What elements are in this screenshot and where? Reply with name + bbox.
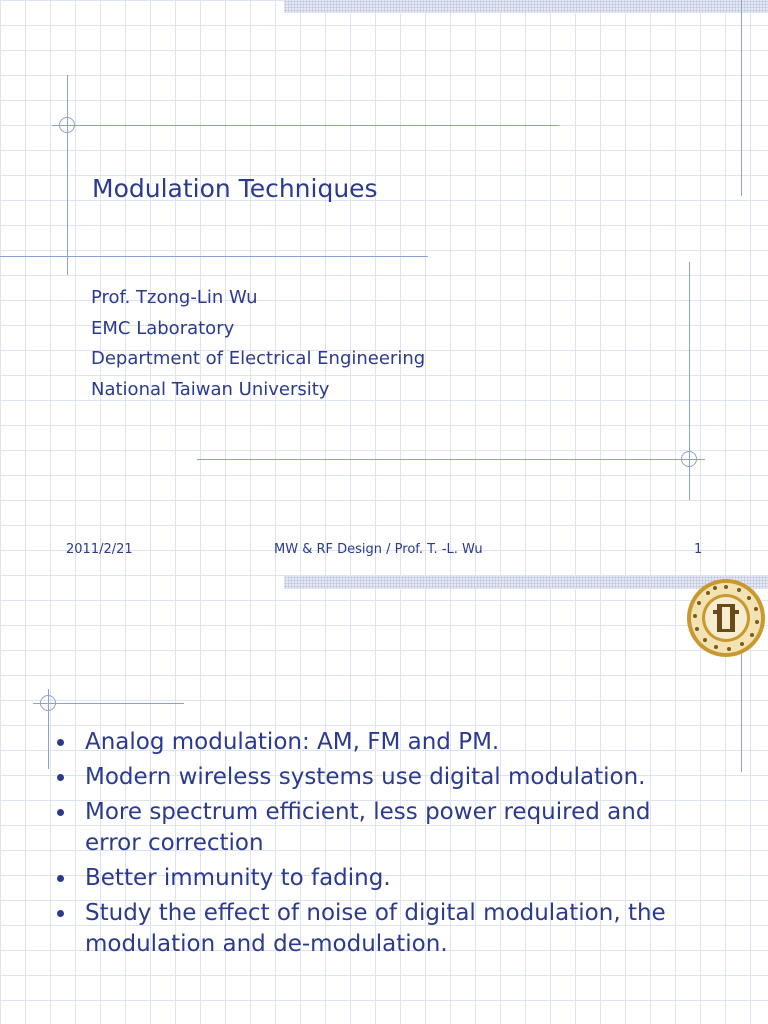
list-item xyxy=(55,797,695,859)
bullet-text: Analog modulation: AM, FM and PM. xyxy=(85,729,500,755)
author-name: Prof. Tzong-Lin Wu xyxy=(91,287,258,308)
bullet-dot xyxy=(57,910,64,917)
bullet-text: Modern wireless systems use digital modulation. xyxy=(85,764,646,790)
bullet-text: Study the effect of noise of digital modulation, the modulation and de-modulation. xyxy=(85,900,666,957)
decor-line xyxy=(197,459,705,460)
decor-circle xyxy=(40,695,56,711)
lab-name: EMC Laboratory xyxy=(91,317,235,339)
list-item xyxy=(55,762,695,793)
bullet-text: Better immunity to fading. xyxy=(85,865,391,891)
department-name: Department of Electrical Engineering xyxy=(91,348,426,369)
slide-title: Modulation Techniques xyxy=(92,174,378,203)
bullet-text: More spectrum efficient, less power required and error correction xyxy=(85,799,651,856)
university-seal-icon xyxy=(684,577,768,659)
list-item xyxy=(55,898,695,960)
list-item xyxy=(55,863,695,894)
bullet-dot xyxy=(57,774,64,781)
footer-course: MW & RF Design / Prof. T. -L. Wu xyxy=(274,542,483,557)
bullet-dot xyxy=(57,809,64,816)
decor-circle xyxy=(681,451,697,467)
footer-page-number: 1 xyxy=(694,542,703,557)
list-item xyxy=(55,727,695,758)
footer-date: 2011/2/21 xyxy=(66,542,133,557)
bullet-list xyxy=(55,727,695,964)
bullet-dot xyxy=(57,875,64,882)
university-name: National Taiwan University xyxy=(91,378,330,400)
decor-line xyxy=(741,650,742,772)
bullet-dot xyxy=(57,739,64,746)
